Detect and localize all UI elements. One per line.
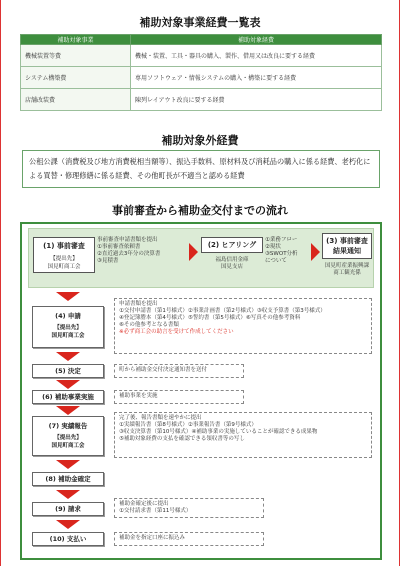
step-label: (8) 補助金確定 — [45, 475, 91, 483]
detail-line: ①実績報告書（第8号様式）②事業報告書（第9号様式） — [119, 422, 257, 428]
step-payment-detail: 補助金を指定口座に振込み — [114, 532, 264, 546]
arrow-down-icon — [56, 352, 80, 361]
stage-pre-review-sub2: 国見町商工会 — [47, 264, 81, 270]
stage-result-label: (3) 事前審査 — [326, 237, 368, 245]
table-cell-desc: 陳列レイアウト改良に要する経費 — [131, 89, 382, 111]
table-cell-desc: 機械・装置、工具・器具の購入、製作、借用又は改良に要する経費 — [131, 45, 382, 67]
stage-result — [322, 233, 372, 259]
note-line: 事前審査申請書類を提出 — [97, 237, 158, 243]
table-cell-desc: 専用ソフトウェア・情報システムの購入・構築に要する経費 — [131, 67, 382, 89]
detail-line: 申請書類を提出 — [119, 301, 158, 307]
table-row — [21, 89, 382, 111]
note-line: 福島信用金庫 — [215, 257, 249, 263]
stage-hearing — [201, 237, 263, 253]
detail-line: ④登記簿謄本（第4号様式）⑤誓約書（第5号様式）⑥写真その他参考資料 — [119, 315, 301, 321]
stage-pre-review — [33, 237, 95, 273]
arrow-down-icon — [56, 520, 80, 529]
stage-hearing-note — [201, 257, 263, 271]
step-label: (5) 決定 — [55, 367, 81, 375]
stage-hearing-label: (2) ヒアリング — [207, 241, 257, 249]
table-cell-category: 機械装置等費 — [21, 45, 131, 67]
step-implementation — [32, 390, 104, 404]
stage-result-note — [319, 263, 375, 277]
arrow-down-icon — [56, 380, 80, 389]
step-decision — [32, 364, 104, 378]
step-sub: 【提出先】 — [54, 325, 82, 331]
step-report — [32, 416, 104, 456]
step-sub: 国見町商工会 — [51, 443, 85, 449]
table-cell-category: システム構築費 — [21, 67, 131, 89]
step-label: (6) 補助事業実施 — [42, 393, 94, 401]
pre-review-band — [28, 228, 374, 288]
table-row — [21, 67, 382, 89]
note-line: ②直近過去3年分の決算書 — [97, 251, 161, 257]
note-line: 国見支店 — [220, 264, 243, 270]
arrow-down-icon — [56, 460, 80, 469]
detail-line: 完了後、報告書類を速やかに提出 — [119, 415, 202, 421]
table-header-expense: 補助対象経費 — [131, 35, 382, 45]
detail-line: ①交付申請書（第1号様式）②事業計画書（第2号様式）③収支予算書（第3号様式） — [119, 308, 326, 314]
arrow-down-icon — [56, 490, 80, 499]
section2-title: 補助対象外経費 — [161, 134, 239, 147]
step-label: (9) 請求 — [55, 505, 81, 513]
step-claim — [32, 502, 104, 516]
arrow-down-icon — [56, 292, 80, 301]
detail-line: ⑤補助対象経費の支払を確認できる領収書等の写し — [119, 436, 245, 442]
table-row — [21, 45, 382, 67]
detail-warning: ※必ず商工会の助言を受けて作成してください — [119, 329, 234, 335]
step-claim-detail — [114, 498, 264, 518]
detail-line: 補助金確定後に提出 — [119, 501, 169, 507]
step-confirmation — [32, 472, 104, 486]
arrow-down-icon — [56, 406, 80, 415]
step-label: (7) 実績報告 — [48, 422, 88, 430]
note-line: ①事前審査依頼書 — [97, 244, 141, 250]
detail-line: ⑥その他参考となる書類 — [119, 322, 179, 328]
step-report-detail — [114, 412, 372, 458]
stage-pre-review-label: (1) 事前審査 — [43, 242, 85, 250]
detail-line: ①交付請求書（第11号様式） — [119, 508, 192, 514]
expense-table — [20, 34, 382, 111]
note-line: について — [265, 258, 287, 264]
note-line: ①業務フロー — [265, 237, 298, 243]
stage-result-label2: 結果通知 — [333, 247, 361, 255]
excluded-expenses-box: 公租公課（消費税及び地方消費税相当額等）、振込手数料、原材料及び消耗品の購入に係る経費、老朽化による買替・修理修繕に係る経費、その他町長が不適当と認める経費 — [22, 150, 380, 188]
step-payment — [32, 532, 104, 546]
step-label: (4) 申請 — [55, 312, 81, 320]
note-line: ③見積書 — [97, 258, 119, 264]
step-application — [32, 306, 104, 348]
flow-container — [20, 222, 382, 560]
stage-pre-review-note — [97, 237, 187, 265]
arrow-right-icon — [311, 243, 320, 261]
step-application-detail — [114, 298, 372, 354]
stage-hearing-topics — [265, 237, 315, 265]
note-line: 国見町産業振興課 — [324, 263, 369, 269]
step-implementation-detail: 補助事業を実施 — [114, 390, 244, 404]
section1-title: 補助対象事業経費一覧表 — [139, 16, 261, 29]
step-sub: 国見町商工会 — [51, 333, 85, 339]
step-sub: 【提出先】 — [54, 435, 82, 441]
table-header-category: 補助対象事業 — [21, 35, 131, 45]
step-label: (10) 支払い — [49, 535, 87, 543]
arrow-right-icon — [189, 243, 198, 261]
stage-pre-review-sub1: 【提出先】 — [50, 256, 78, 262]
section3-title: 事前審査から補助金交付までの流れ — [112, 204, 288, 217]
note-line: ②現状 — [265, 244, 281, 250]
note-line: 商工観光係 — [333, 270, 361, 276]
detail-line: ③収支決算書（第10号様式）④補助事業の実施していることが確認できる成果物 — [119, 429, 318, 435]
step-decision-detail: 町から補助金交付決定通知書を送付 — [114, 364, 244, 378]
note-line: ③SWOT分析 — [265, 251, 298, 257]
table-cell-category: 店舗改装費 — [21, 89, 131, 111]
